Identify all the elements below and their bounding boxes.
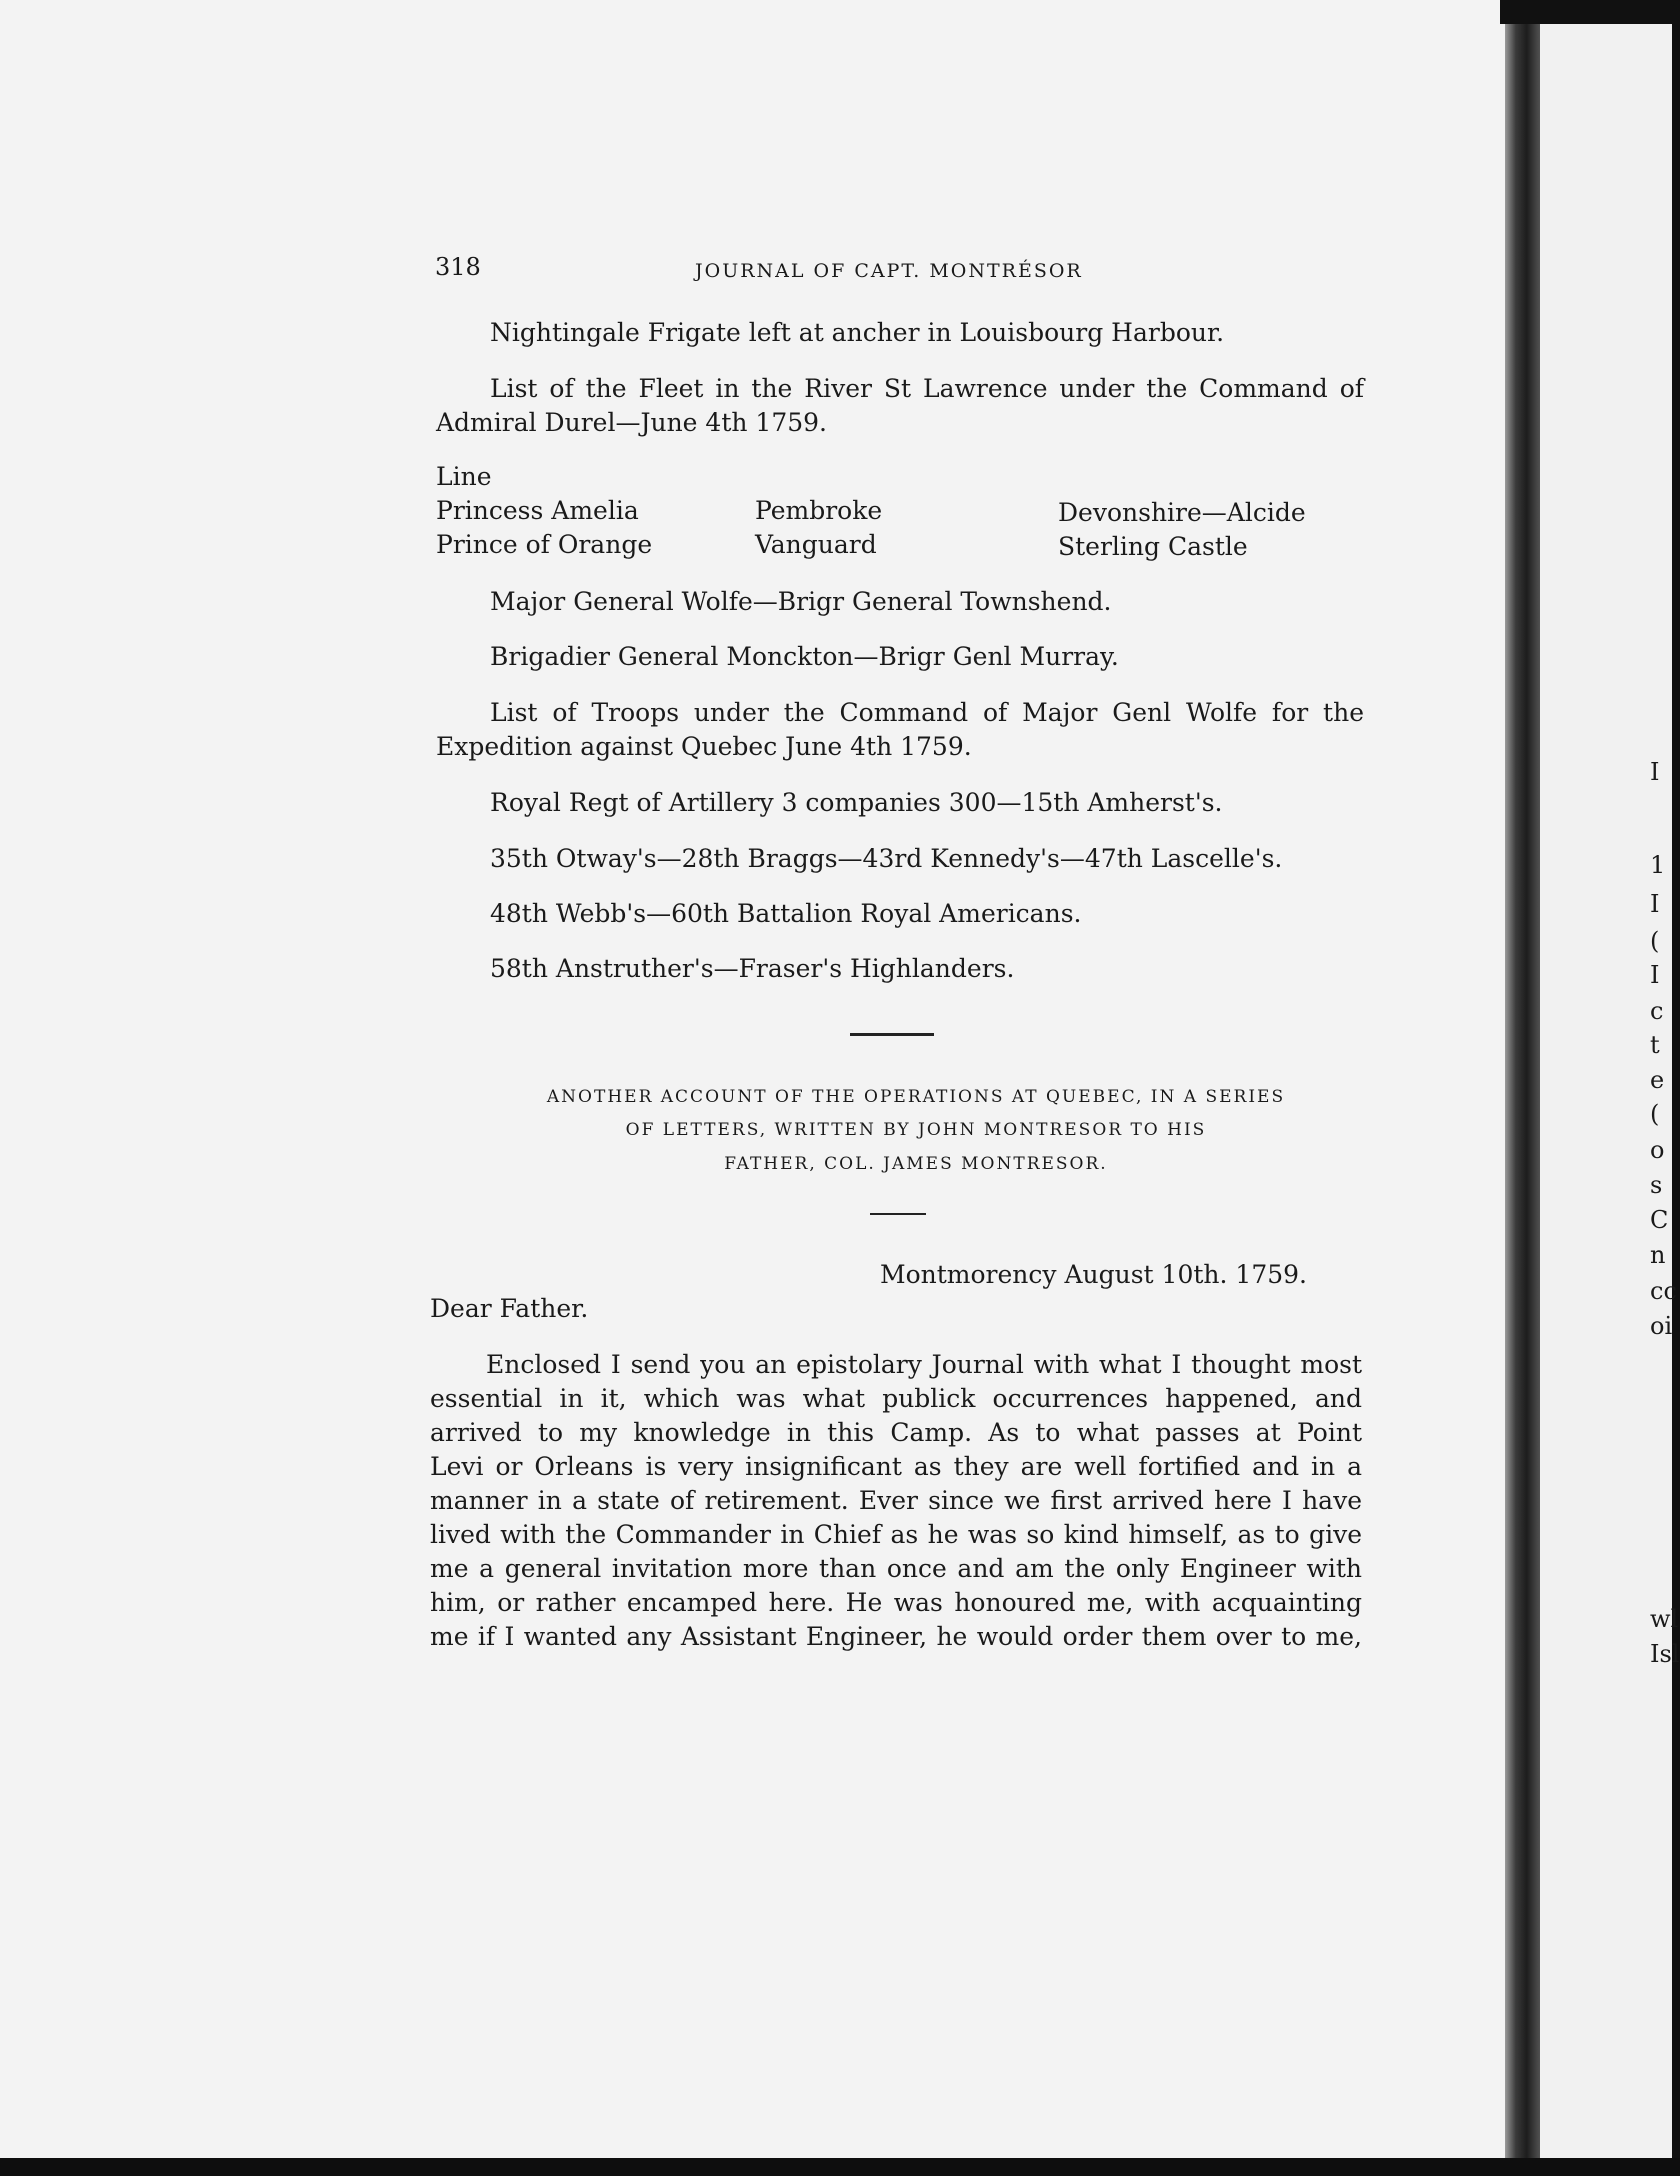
letter-salutation: Dear Father. (430, 1294, 589, 1323)
ship-devonshire-alcide: Devonshire—Alcide (1058, 498, 1306, 527)
fleet-line-1: List of the Fleet in the River St Lawrence under the Command of (490, 374, 1364, 403)
troops-line-2: Expedition against Quebec June 4th 1759. (436, 732, 972, 761)
section-rule-top (850, 1033, 934, 1036)
facing-page-fragment: I (1650, 758, 1660, 786)
heading-line-2: OF LETTERS, WRITTEN BY JOHN MONTRESOR TO HIS (625, 1120, 1207, 1140)
ship-prince-of-orange: Prince of Orange (436, 530, 653, 559)
running-head: JOURNAL OF CAPT. MONTRÉSOR (695, 260, 1083, 282)
heading-line-1: ANOTHER ACCOUNT OF THE OPERATIONS AT QUEBEC, IN A SERIES (546, 1087, 1286, 1107)
facing-page-fragment: o (1650, 1136, 1665, 1164)
otway-line: 35th Otway's—28th Braggs—43rd Kennedy's—47th Lascelle's. (490, 844, 1283, 873)
facing-page-fragment: 1 (1650, 851, 1666, 879)
facing-page-fragment: wl (1650, 1605, 1679, 1633)
ship-vanguard: Vanguard (755, 530, 877, 559)
anstruther-line: 58th Anstruther's—Fraser's Highlanders. (490, 954, 1015, 983)
nightingale-line: Nightingale Frigate left at ancher in Louisbourg Harbour. (490, 318, 1225, 347)
facing-page-fragment: s (1650, 1171, 1663, 1199)
fleet-line-2: Admiral Durel—June 4th 1759. (436, 408, 827, 437)
wolfe-line: Major General Wolfe—Brigr General Townshend. (490, 587, 1112, 616)
facing-page-fragment: I (1650, 890, 1660, 918)
facing-page-fragment: ( (1650, 927, 1660, 955)
heading-line-3: FATHER, COL. JAMES MONTRESOR. (724, 1154, 1108, 1174)
ship-princess-amelia: Princess Amelia (436, 496, 639, 525)
letter-body-line: me if I wanted any Assistant Engineer, he would order them over to me, (430, 1622, 1362, 1651)
letter-body-line: manner in a state of retirement. Ever since we first arrived here I have (430, 1486, 1362, 1515)
webb-line: 48th Webb's—60th Battalion Royal Americans. (490, 899, 1082, 928)
page-number: 318 (435, 253, 481, 281)
letter-body-line: Enclosed I send you an epistolary Journal with what I thought most (486, 1350, 1362, 1379)
facing-page-fragment: oi (1650, 1312, 1673, 1340)
facing-page-fragment: ( (1650, 1100, 1660, 1128)
troops-line-1: List of Troops under the Command of Major Genl Wolfe for the (490, 698, 1364, 727)
section-rule-bottom (870, 1213, 926, 1215)
ship-sterling-castle: Sterling Castle (1058, 532, 1248, 561)
letter-body-line: essential in it, which was what publick occurrences happened, and (430, 1384, 1362, 1413)
facing-page-fragment: e (1650, 1066, 1665, 1094)
facing-page-fragment: C (1650, 1206, 1669, 1234)
facing-page-fragment: t (1650, 1031, 1660, 1059)
line-label: Line (436, 462, 492, 491)
ship-pembroke: Pembroke (755, 496, 883, 525)
letter-dateline: Montmorency August 10th. 1759. (880, 1260, 1307, 1289)
facing-page-fragment: Isl (1650, 1640, 1680, 1668)
letter-body-line: me a general invitation more than once and am the only Engineer with (430, 1554, 1362, 1583)
letter-body-line: lived with the Commander in Chief as he was so kind himself, as to give (430, 1520, 1362, 1549)
facing-page-fragment: c (1650, 997, 1664, 1025)
monckton-line: Brigadier General Monckton—Brigr Genl Murray. (490, 642, 1119, 671)
letter-body-line: Levi or Orleans is very insignificant as they are well fortified and in a (430, 1452, 1362, 1481)
facing-page-fragment: cc (1650, 1277, 1677, 1305)
facing-page-fragment: n (1650, 1241, 1666, 1269)
facing-page-fragment: I (1650, 961, 1660, 989)
letter-body-line: arrived to my knowledge in this Camp. As to what passes at Point (430, 1418, 1362, 1447)
artillery-line: Royal Regt of Artillery 3 companies 300—15th Amherst's. (490, 788, 1223, 817)
letter-body-line: him, or rather encamped here. He was honoured me, with acquainting (430, 1588, 1362, 1617)
